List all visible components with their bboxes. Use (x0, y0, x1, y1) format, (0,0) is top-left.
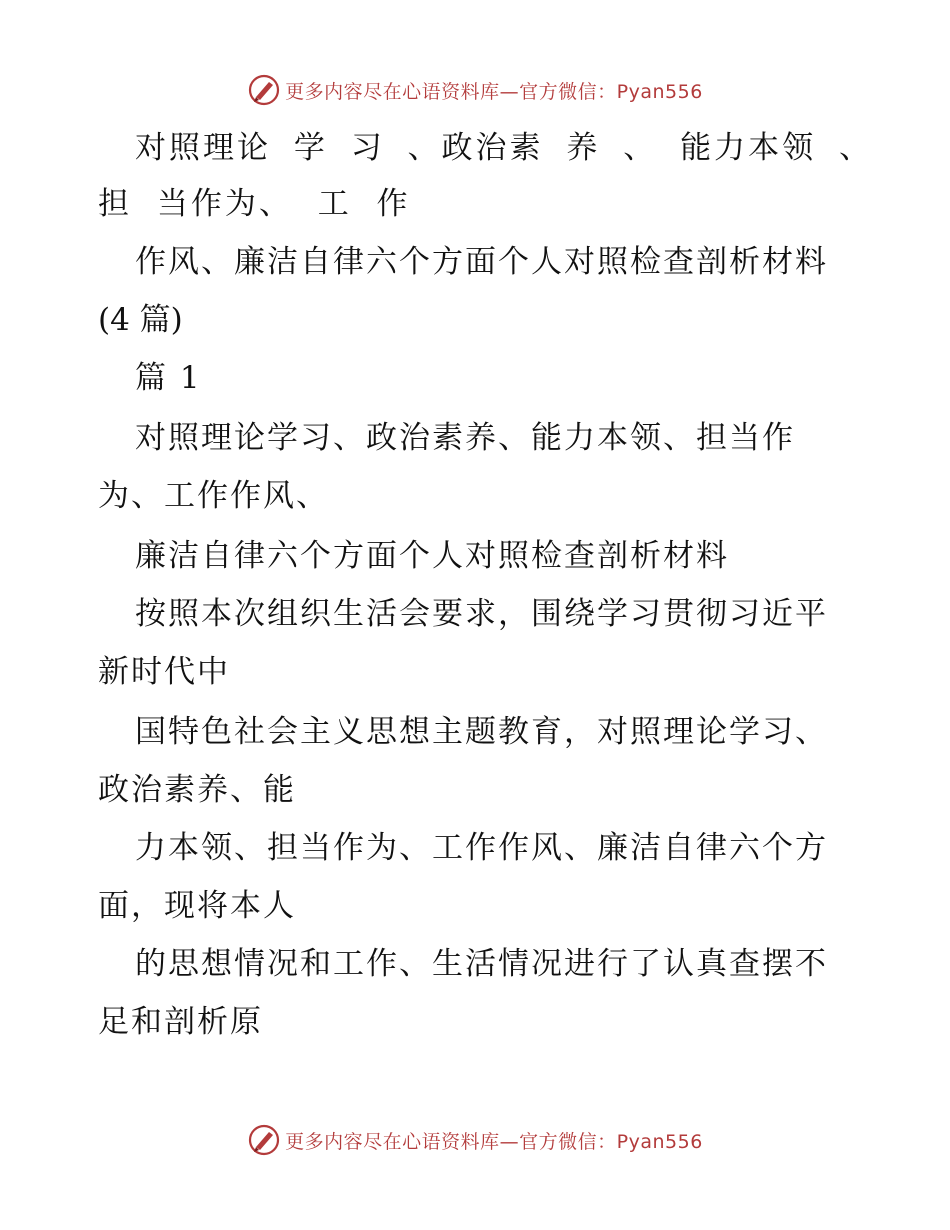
body-line: 为、工作作风、 (98, 478, 329, 514)
title-line: 担 当作为、 工 作 (98, 186, 411, 222)
body-line: 国特色社会主义思想主题教育，对照理论学习、 (135, 714, 828, 750)
section-label: 篇 1 (135, 360, 202, 396)
body-line: 对照理论学习、政治素养、能力本领、担当作 (135, 420, 795, 456)
body-line: 按照本次组织生活会要求，围绕学习贯彻习近平 (135, 596, 828, 632)
watermark-text: 更多内容尽在心语资料库—官方微信： (285, 80, 617, 103)
body-line: 新时代中 (98, 654, 230, 690)
body-line: 廉洁自律六个方面个人对照检查剖析材料 (135, 538, 729, 574)
watermark-text: 更多内容尽在心语资料库—官方微信： (285, 1130, 617, 1153)
watermark-wechat-id: Pyan556 (616, 1130, 703, 1153)
title-line: (4 篇) (98, 302, 183, 338)
pen-logo-icon (247, 1123, 281, 1157)
body-line: 面，现将本人 (98, 888, 296, 924)
watermark-footer (0, 1120, 950, 1160)
body-line: 足和剖析原 (98, 1004, 263, 1040)
title-line: 对照理论 学 习 、政治素 养 、 能力本领 、 (135, 130, 873, 166)
body-line: 政治素养、能 (98, 772, 296, 808)
body-line: 力本领、担当作为、工作作风、廉洁自律六个方 (135, 830, 828, 866)
title-line: 作风、廉洁自律六个方面个人对照检查剖析材料 (135, 244, 828, 280)
watermark-wechat-id: Pyan556 (616, 80, 703, 103)
body-line: 的思想情况和工作、生活情况进行了认真查摆不 (135, 946, 828, 982)
